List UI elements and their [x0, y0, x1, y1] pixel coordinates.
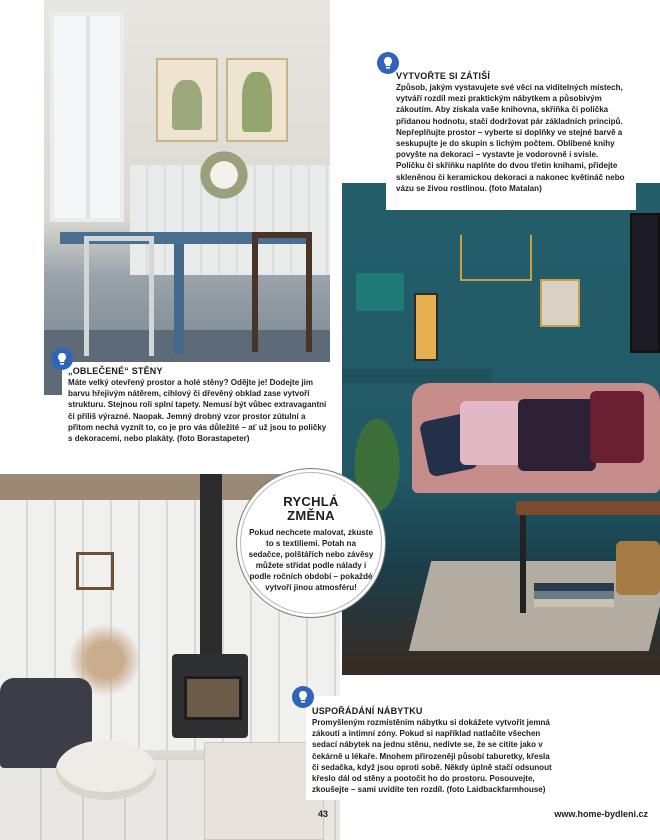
lightbulb-icon [377, 52, 399, 74]
tip-circle-inner [240, 472, 382, 614]
section-heading: USPOŘÁDÁNÍ NÁBYTKU [312, 706, 423, 716]
section-steny [62, 362, 338, 458]
footer-url[interactable]: www.home-bydleni.cz [554, 809, 648, 819]
section-body: Promyšleným rozmístěním nábytku si dokážete vytvořit jemná zákoutí a intimní zóny. Pokud si například natlačíte všechen sedací nábytek na jednu stěnu, nedivte se, že se cítíte jako v čekárně u lékaře. Mnohem přirozeněji působí taburetky, křesla či sedačka, když jsou oproti sobě. Někdy úplně stačí odsunout křeslo dál od stěny a pootočit ho do prostoru. Posouvejte, zkoušejte – sami uvidíte ten rozdíl. (foto Laidbackfarmhouse) [312, 718, 552, 795]
section-nabytek [306, 696, 562, 800]
tip-circle-body: Pokud nechcete malovat, zkuste to s textiliemi. Potah na sedačce, polštářích nebo závěsy můžete střídat podle nálady i podle ročních období – pokaždé vytvoří jinou atmosféru! [248, 528, 374, 592]
section-zatisi [386, 66, 636, 210]
living-room-photo [342, 183, 660, 675]
tip-circle [236, 468, 386, 618]
tip-circle-title: RYCHLÁ ZMĚNA [283, 494, 339, 523]
section-heading: VYTVOŘTE SI ZÁTIŠÍ [396, 71, 491, 81]
dining-room-photo [44, 0, 330, 395]
lightbulb-icon [292, 686, 314, 708]
section-heading: „OBLEČENÉ“ STĚNY [68, 366, 163, 376]
section-body: Způsob, jakým vystavujete své věci na viditelných místech, vytváří rozdíl mezi praktickým nábytkem a působivým zákoutím. Aby získala vaše knihovna, skříňka či polička přidanou hodnotu, stačí dodržovat pár základních principů. Nepřeplňujte prostor – vyberte si doplňky ve stejné barvě a seskupujte je do skupin s lichým počtem. Oblíbené knihy povyšte na dekoraci – vystavte je vodorovně i svisle. Poličku či skříňku naplňte do dvou třetin knihami, přidejte skleněnou či keramickou dekoraci a nakonec květináč nebo vázu se živou rostlinou. (foto Matalan) [396, 83, 625, 193]
lightbulb-icon [51, 348, 73, 370]
section-body: Máte velký otevřený prostor a holé stěny? Odějte je! Dodejte jim barvu hřejivým nátěrem, cihlový či dřevěný obklad zase vytvoří strukturu. Stejnou roli splní tapety. Nemusí být vůbec extravagantní či příliš výrazné. Naopak. Jemný drobný vzor prostor zútulní a přitom nechá vyznít to, co je pro vás důležité – ať už jsou to poličky s dekoracemi, nebo plakáty. (foto Borastapeter) [68, 378, 327, 444]
page-number: 43 [318, 809, 329, 819]
